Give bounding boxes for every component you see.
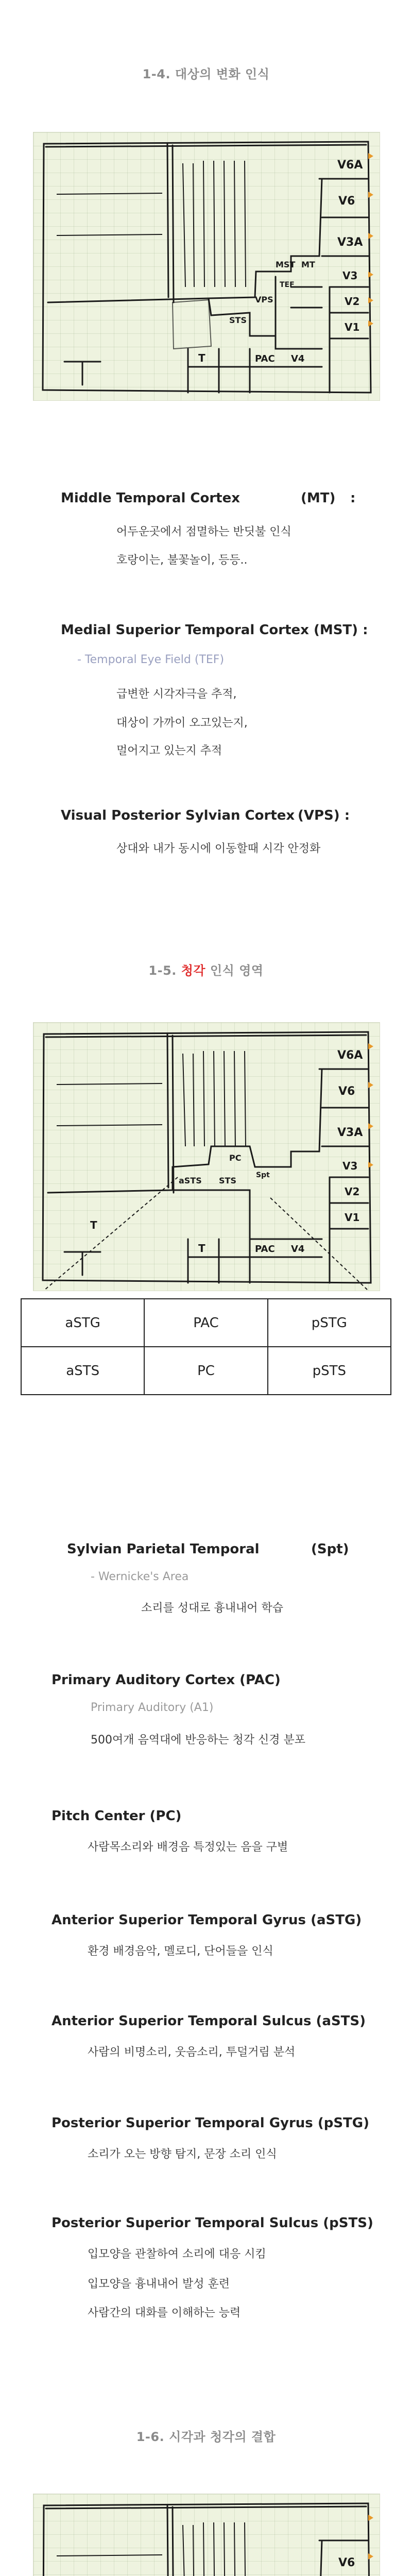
desc-pstg-1: 소리가 오는 방향 탐지, 문장 소리 인식 [88,2148,277,2161]
sub-tef: - Temporal Eye Field (TEF) [77,653,225,666]
svg-text:MT: MT [301,260,315,269]
svg-text:V2: V2 [345,295,360,308]
svg-text:V6: V6 [338,1085,355,1098]
desc-pac-1: 500여개 음역대에 반응하는 청각 신경 분포 [91,1734,305,1747]
desc-astg-1: 환경 배경음악, 멜로디, 단어들을 인식 [88,1945,273,1958]
svg-text:PAC: PAC [255,353,275,364]
term-pstg: Posterior Superior Temporal Gyrus (pSTG) [52,2115,370,2131]
svg-text:V1: V1 [345,1211,360,1224]
desc-psts-2: 입모양을 흉내내어 발성 훈련 [88,2278,230,2291]
svg-text:V1: V1 [345,321,360,333]
svg-text:Spt: Spt [256,1171,270,1179]
sub-wernicke: - Wernicke's Area [91,1570,189,1583]
term-pac: Primary Auditory Cortex (PAC) [52,1672,281,1688]
svg-text:V3: V3 [342,1160,358,1172]
brain-sketch-diagram-2 [33,1022,380,1291]
table-cell-pac: PAC [144,1299,267,1347]
svg-text:V6A: V6A [337,159,363,172]
svg-text:V6: V6 [338,195,355,208]
svg-text:V2: V2 [345,1185,360,1198]
colon-mt: : [350,490,356,506]
desc-psts-3: 사람간의 대화를 이해하는 능력 [88,2307,241,2319]
term-spt: Sylvian Parietal Temporal [67,1541,260,1557]
desc-mst-3: 멀어지고 있는지 추적 [116,744,222,757]
section-title-1-6: 1-6. 시각과 청각의 결합 [136,2430,276,2444]
sub-a1: Primary Auditory (A1) [91,1701,214,1714]
title-accent: 청각 [181,963,206,978]
svg-text:PC: PC [229,1153,242,1163]
svg-text:T: T [198,1242,205,1255]
svg-text:T: T [198,352,205,364]
svg-text:STS: STS [219,1176,236,1185]
svg-text:V3A: V3A [337,236,363,249]
table-cell-pstg: pSTG [268,1299,391,1347]
table-cell-asts: aSTS [21,1347,144,1395]
desc-mt-1: 어두운곳에서 점멸하는 반딧불 인식 [116,526,291,538]
desc-vps-1: 상대와 내가 동시에 이동할때 시각 안정화 [116,842,321,855]
svg-text:VPS: VPS [255,295,273,304]
svg-text:V3: V3 [342,269,358,282]
term-vps: Visual Posterior Sylvian Cortex [61,808,295,823]
section-title-1-4: 1-4. 대상의 변화 인식 [142,67,270,81]
term-mt: Middle Temporal Cortex [61,490,241,506]
desc-asts-1: 사람의 비명소리, 웃음소리, 투덜거림 분석 [88,2046,296,2059]
table-cell-pc: PC [144,1347,267,1395]
svg-text:aSTS: aSTS [179,1176,202,1185]
svg-text:V4: V4 [291,1244,305,1255]
term-pc: Pitch Center (PC) [52,1808,182,1824]
sketch-drawing [33,1023,380,1291]
abbr-mt: (MT) [301,490,336,506]
desc-mt-2: 호랑이는, 불꽃놀이, 등등.. [116,554,248,567]
table-row [21,1299,391,1347]
sketch-drawing [33,132,380,400]
brain-sketch-diagram-1 [33,132,380,401]
svg-text:STS: STS [229,315,247,325]
table-cell-psts: pSTS [268,1347,391,1395]
brain-sketch-diagram-3 [33,2494,380,2576]
sketch-drawing [33,2494,380,2576]
svg-text:MST: MST [276,260,296,269]
svg-text:T: T [90,1219,97,1231]
svg-text:V6: V6 [338,2556,355,2569]
term-psts: Posterior Superior Temporal Sulcus (pSTS) [52,2215,373,2231]
auditory-region-grid [21,1298,391,1395]
desc-mst-2: 대상이 가까이 오고있는지, [116,717,248,730]
svg-text:TEF: TEF [280,281,295,289]
term-mst: Medial Superior Temporal Cortex (MST) : [61,622,368,638]
term-astg: Anterior Superior Temporal Gyrus (aSTG) [52,1912,362,1928]
svg-text:PAC: PAC [255,1244,275,1255]
abbr-vps: (VPS) : [298,808,350,823]
section-title-1-5: 1-5. 청각 인식 영역 [148,963,264,978]
term-asts: Anterior Superior Temporal Sulcus (aSTS) [52,2013,366,2029]
svg-text:V3A: V3A [337,1126,363,1139]
table-row [21,1347,391,1395]
desc-psts-1: 입모양을 관찰하여 소리에 대응 시킴 [88,2248,266,2261]
table-cell-astg: aSTG [21,1299,144,1347]
desc-mst-1: 급변한 시각자극을 추적, [116,688,237,701]
desc-spt-1: 소리를 성대로 흉내내어 학습 [141,1602,284,1615]
desc-pc-1: 사람목소리와 배경음 특정있는 음을 구별 [88,1841,288,1854]
abbr-spt: (Spt) [311,1541,349,1557]
svg-text:V4: V4 [291,353,305,364]
svg-text:V6A: V6A [337,1049,363,1062]
